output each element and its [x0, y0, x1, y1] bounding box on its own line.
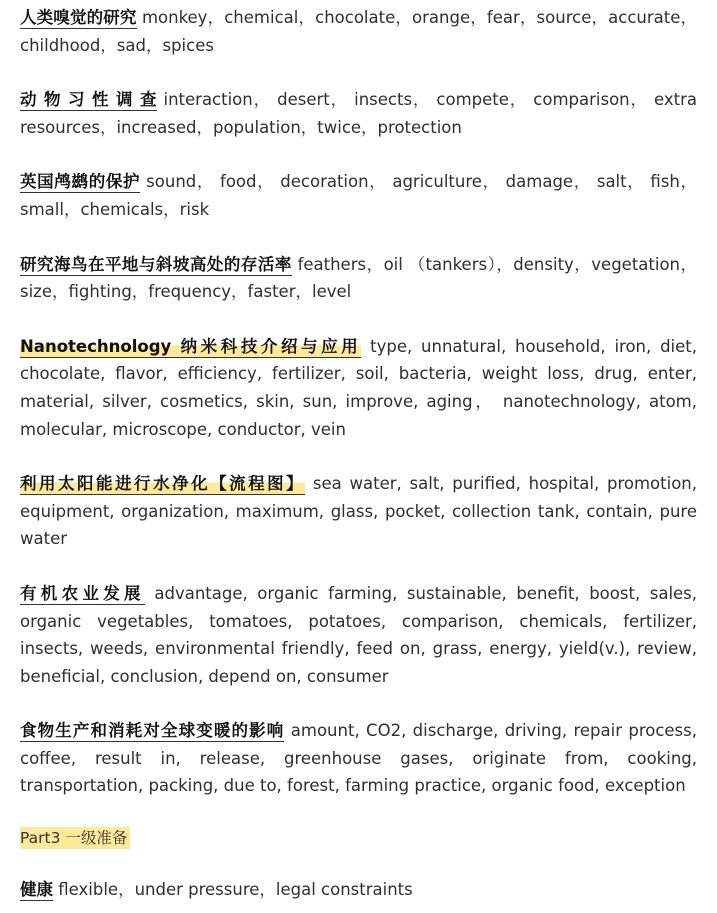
entry-words: sea water, salt, purified, hospital, promotion, equipment, organization, maximum, glass, pocket, collection tank, contain, pure water	[20, 474, 698, 549]
entry-title: 研究海鸟在平地与斜坡高处的存活率	[20, 254, 292, 274]
entry-words: advantage, organic farming, sustainable, benefit, boost, sales, organic vegetables, tomatoes, potatoes, comparison, chemicals, fertilizer, insects, weeds, environmental friendly, feed on, grass, energy, yield(v.), review, beneficial, conclusion, depend on, consumer	[20, 583, 698, 686]
entry-words: sound， food， decoration， agriculture， damage， salt， fish，small，chemicals，risk	[20, 172, 698, 219]
entry-seabird-survival	[20, 251, 697, 306]
entry-cormorant-protection	[20, 168, 697, 223]
part-heading: Part3 一级准备	[20, 827, 130, 849]
vocabulary-document	[20, 4, 697, 904]
entry-title: 有机农业发展	[20, 583, 145, 603]
entry-title: Nanotechnology 纳米科技介绍与应用	[20, 336, 362, 356]
entry-food-global-warming	[20, 717, 697, 800]
entry-words: feathers，oil （tankers），density，vegetation，size，fighting，frequency，faster，level	[20, 254, 697, 302]
entry-title: 英国鸬鹚的保护	[20, 172, 141, 192]
entry-words: flexible，under pressure，legal constraints	[58, 880, 413, 900]
entry-words: interaction， desert， insects， compete， comparison， extra resources，increased，population，twice，protection	[20, 90, 697, 137]
entry-title: 动 物 习 性 调 查	[20, 90, 158, 110]
entry-title: 利用太阳能进行水净化【流程图】	[20, 474, 306, 494]
entry-words: amount, CO2, discharge, driving, repair process, coffee, result in, release, greenhouse gases, originate from, cooking, transportation, packing, due to, forest, farming practice, organic food, exception	[20, 721, 697, 796]
entry-title: 人类嗅觉的研究	[20, 8, 137, 27]
entry-title: 食物生产和消耗对全球变暖的影响	[20, 721, 285, 741]
entry-title: 健康	[20, 880, 53, 900]
entry-human-smell	[20, 4, 697, 59]
entry-animal-behavior	[20, 86, 697, 141]
part-heading-row	[20, 827, 697, 849]
entry-health	[20, 876, 697, 904]
entry-organic-farming	[20, 580, 697, 690]
entry-words: type, unnatural, household, iron, diet, chocolate, flavor, efficiency, fertilizer, soil, bacteria, weight loss, drug, enter, material, silver, cosmetics, skin, sun, improve, aging， nanotechnology, atom, molecular, microscope, conductor, vein	[20, 336, 697, 439]
entry-words: monkey，chemical，chocolate，orange，fear，source，accurate，childhood，sad，spices	[20, 8, 698, 55]
entry-solar-water-purification	[20, 470, 697, 553]
entry-nanotechnology	[20, 333, 697, 443]
